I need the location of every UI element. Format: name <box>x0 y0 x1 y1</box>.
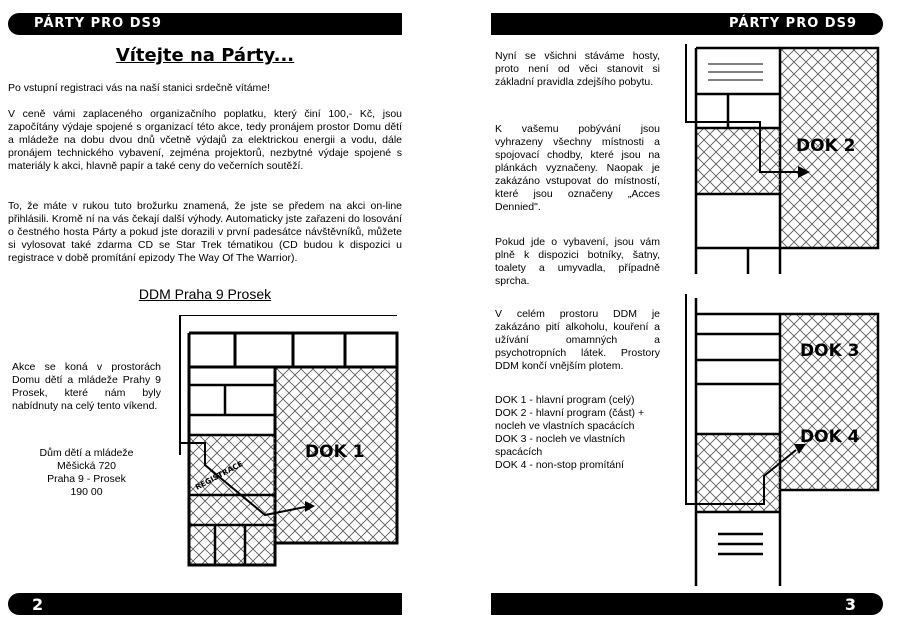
equipment-paragraph: Pokud jde o vybavení, jsou vám plně k dispozici botníky, šatny, toalety a umyvadla, případně sprcha. <box>495 236 660 287</box>
address-line: Měšická 720 <box>57 460 116 472</box>
left-page-number: 2 <box>32 595 45 614</box>
venue-subtitle: DDM Praha 9 Prosek <box>138 286 272 302</box>
floor-plan-dok3-dok4 <box>668 294 882 590</box>
address-line: 190 00 <box>70 486 103 498</box>
floor-plan-dok2 <box>668 44 882 278</box>
registrace-label: REGISTRACE <box>193 459 245 492</box>
address-line: Dům dětí a mládeže <box>39 447 134 459</box>
left-header-bar <box>8 13 402 35</box>
rules-intro-paragraph: Nyní se všichni stáváme hosty, proto není od věci stanovit si základní pravidla zdejšího pobytu. <box>495 50 660 88</box>
legend-item: DOK 1 - hlavní program (celý) <box>495 394 635 406</box>
fee-paragraph: V ceně vámi zaplaceného organizačního poplatku, který činí 100,- Kč, jsou započítány výdaje spojené s organizací této akce, tedy pronájem prostor Domu dětí a mládeže na dobu dvou dnů včetně výdajů za elektrickou energii a vodu, dále pronájem technického vybavení, zejména projektorů, nezbytné výdaje spojené s materiály k akci, hlavně papír a také ceny do večerních soutěží. <box>8 108 402 172</box>
address-line: Praha 9 - Prosek <box>47 473 126 485</box>
dok3-label: DOK 3 <box>800 341 860 361</box>
right-page-number: 3 <box>844 595 857 614</box>
access-paragraph: K vašemu pobývání jsou vyhrazeny všechny místnosti a spojovací chodby, které jsou na plánkách vyznačeny. Naopak je zakázáno vstupovat do místností, které jsou označeny „Acces Dennied". <box>495 123 660 213</box>
prohibition-paragraph: V celém prostoru DDM je zakázáno pití alkoholu, kouření a užívání omamných a psychotropních látek. Prostory DDM končí vnějším plotem. <box>495 308 660 372</box>
page-title: Vítejte na Párty... <box>115 45 295 66</box>
dok1-label: DOK 1 <box>305 442 365 462</box>
venue-paragraph: Akce se koná v prostorách Domu dětí a mládeže Prahy 9 Prosek, které nám byly nabídnuty na celý tento víkend. <box>12 361 161 412</box>
left-header-title: PÁRTY PRO DS9 <box>34 16 162 31</box>
dok4-label: DOK 4 <box>800 427 860 447</box>
legend-item: DOK 3 - nocleh ve vlastních spacácích <box>495 433 626 458</box>
legend-item: DOK 4 - non-stop promítání <box>495 459 624 471</box>
address-block <box>12 447 161 499</box>
left-footer-bar <box>8 593 402 615</box>
dok2-label: DOK 2 <box>796 136 856 156</box>
welcome-paragraph: Po vstupní registraci vás na naší stanici srdečně vítáme! <box>8 82 271 94</box>
right-header-title: PÁRTY PRO DS9 <box>729 16 857 31</box>
registration-paragraph: To, že máte v rukou tuto brožurku znamená, že jste se předem na akci on-line přihlásili. Kromě ní na vás čekají další výhody. Automaticky jste zařazeni do losování o čestného hosta Párty a pokud jste dorazili v první padesátce návštěvníků, můžete si vylosovat také zdarma CD se Star Trek tématikou (CD budou k dispozici u registrace v době promítání epizody The Way Of The Warrior). <box>8 200 402 264</box>
legend-item: DOK 2 - hlavní program (část) + nocleh ve vlastních spacácích <box>495 407 645 432</box>
right-footer-bar <box>491 593 883 615</box>
floor-plan-dok1 <box>175 315 403 575</box>
dok-legend <box>495 394 660 472</box>
right-header-bar <box>491 13 883 35</box>
